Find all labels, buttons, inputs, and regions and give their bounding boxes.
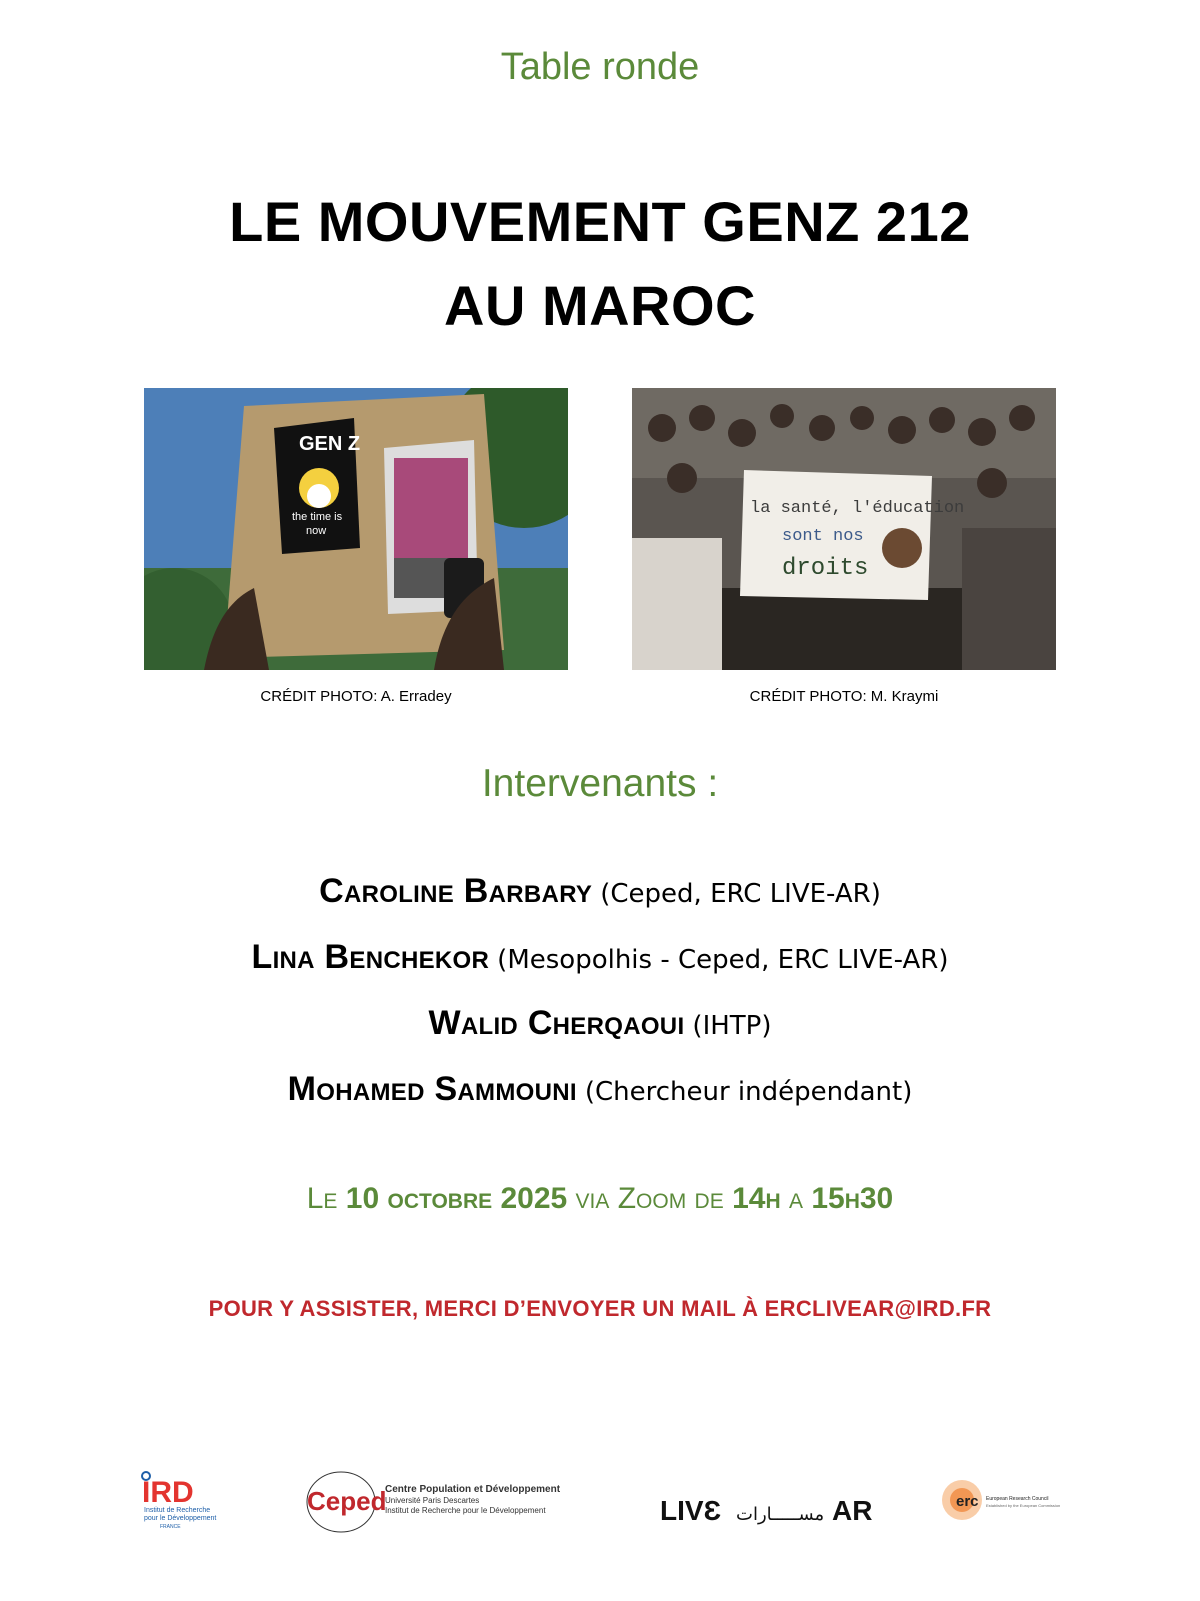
- erc-mark-text: erc: [956, 1493, 979, 1510]
- speaker-affiliation: (Chercheur indépendant): [584, 1077, 913, 1107]
- erc-line-1: European Research Council: [986, 1496, 1049, 1502]
- ird-line-3: FRANCE: [160, 1524, 181, 1530]
- sign-text-3: now: [306, 525, 327, 537]
- erc-logo-mark: [940, 1476, 1060, 1526]
- banner-line-2: sont nos: [782, 527, 864, 546]
- speaker-affiliation: (Ceped, ERC LIVE-AR): [600, 879, 881, 909]
- speaker-item: [0, 1056, 1200, 1122]
- ird-logo: [140, 1470, 220, 1530]
- speaker-item: [0, 858, 1200, 924]
- live-ar-logo: [660, 1490, 875, 1530]
- erc-line-2: Established by the European Commission: [986, 1503, 1060, 1508]
- ird-line-1: Institut de Recherche: [144, 1507, 211, 1514]
- event-date: 10 octobre 2025: [345, 1182, 568, 1215]
- speaker-name: Mohamed Sammouni: [287, 1070, 577, 1108]
- speaker-item: [0, 924, 1200, 990]
- speaker-name: Caroline Barbary: [319, 872, 593, 910]
- protest-crowd-photo: [632, 388, 1056, 670]
- photo-credit-1: CRÉDIT PHOTO: A. Erradey: [260, 688, 452, 705]
- banner-line-1: la santé, l'éducation: [750, 499, 965, 518]
- ceped-logo: [305, 1466, 590, 1536]
- protest-sign-illustration: [144, 388, 568, 670]
- banner-line-3: droits: [782, 555, 869, 582]
- ird-logo-mark: [140, 1470, 220, 1530]
- event-type: Table ronde: [500, 46, 700, 88]
- speaker-affiliation: (Mesopolhis - Ceped, ERC LIVE-AR): [497, 945, 949, 975]
- speaker-item: [0, 990, 1200, 1056]
- erc-logo: [940, 1476, 1060, 1526]
- ceped-line-1: Centre Population et Développement: [385, 1484, 561, 1495]
- title-line-1: LE MOUVEMENT GENZ 212: [229, 190, 971, 253]
- speakers-list: [0, 858, 1200, 1122]
- registration-instructions: POUR Y ASSISTER, MERCI D’ENVOYER UN MAIL À ERCLIVEAR@IRD.FR: [208, 1296, 992, 1321]
- speakers-heading: Intervenants :: [481, 762, 719, 805]
- page-title: [0, 180, 1200, 348]
- ird-mark-text: IRD: [142, 1476, 194, 1509]
- speaker-affiliation: (IHTP): [692, 1011, 772, 1041]
- ird-line-2: pour le Développement: [144, 1515, 217, 1522]
- live-ar-logo-mark: [660, 1490, 875, 1530]
- live-text: LIVƐ: [660, 1495, 722, 1526]
- photo-credit-2: CRÉDIT PHOTO: M. Kraymi: [749, 688, 939, 705]
- date-prefix: Le: [306, 1182, 338, 1215]
- sign-text-2: the time is: [292, 511, 343, 523]
- speaker-name: Walid Cherqaoui: [428, 1004, 685, 1042]
- date-connector: a: [788, 1182, 803, 1215]
- event-start-time: 14h: [732, 1182, 781, 1215]
- event-date-line: [0, 1182, 1200, 1216]
- ceped-line-3: Institut de Recherche pour le Développement: [385, 1506, 546, 1515]
- sign-text-1: GEN Z: [299, 433, 361, 455]
- ceped-mark-text: Ceped: [307, 1486, 387, 1516]
- date-via: via Zoom de: [575, 1182, 724, 1215]
- ar-text: AR: [832, 1495, 873, 1526]
- live-arabic-text: مســـــارات: [736, 1504, 825, 1525]
- protest-crowd-illustration: [632, 388, 1056, 670]
- title-line-2: AU MAROC: [444, 274, 756, 337]
- protest-sign-photo: [144, 388, 568, 670]
- ceped-line-2: Université Paris Descartes: [385, 1496, 480, 1505]
- speaker-name: Lina Benchekor: [251, 938, 490, 976]
- ceped-logo-mark: [305, 1466, 590, 1536]
- event-end-time: 15h30: [811, 1182, 894, 1215]
